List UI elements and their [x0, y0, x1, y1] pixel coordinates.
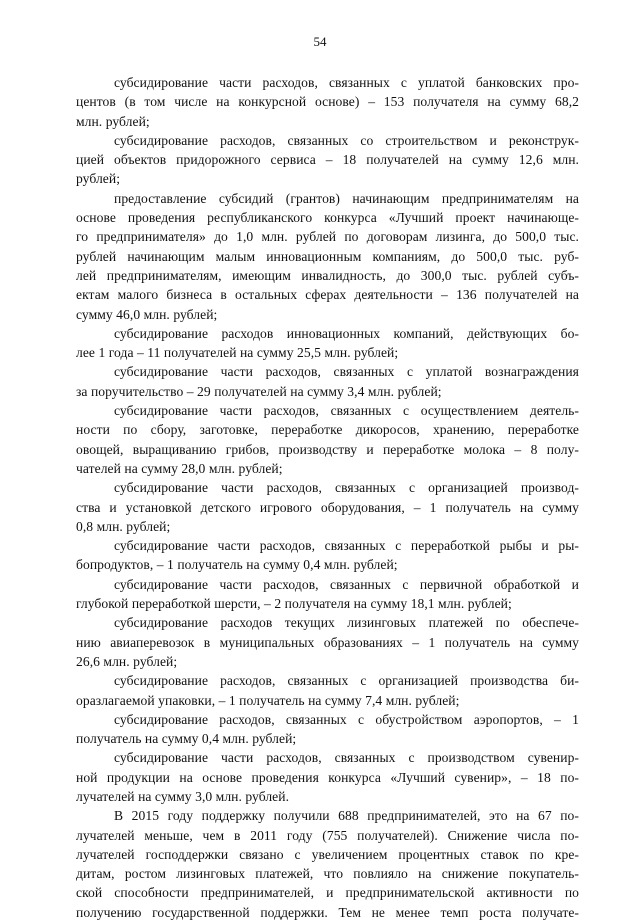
- text-line: рублей;: [76, 171, 121, 187]
- text-line: овощей, выращиванию грибов, производству и переработке молока – 8 полу-: [76, 441, 579, 457]
- text-line: субсидирование части расходов, связанных с переработкой рыбы и ры-: [114, 538, 579, 554]
- text-line: лее 1 года – 11 получателей на сумму 25,5 млн. рублей;: [76, 345, 399, 361]
- text-line: ной продукции на основе проведения конкурса «Лучший сувенир», – 18 по-: [76, 769, 579, 785]
- text-line: нию авиаперевозок в муниципальных образованиях – 1 получатель на сумму: [76, 634, 579, 650]
- text-line: субсидирование расходов, связанных со строительством и реконструк-: [114, 132, 579, 148]
- text-line: за поручительство – 29 получателей на сумму 3,4 млн. рублей;: [76, 383, 442, 399]
- text-line: рублей начинающим малым инновационным компаниям, до 500,0 тыс. руб-: [76, 248, 579, 264]
- text-line: В 2015 году поддержку получили 688 предпринимателей, это на 67 по-: [114, 808, 579, 824]
- text-line: ства и установкой детского игрового оборудования, – 1 получатель на сумму: [76, 499, 579, 515]
- text-line: получатель на сумму 0,4 млн. рублей;: [76, 731, 297, 747]
- text-line: сумму 46,0 млн. рублей;: [76, 306, 218, 322]
- text-line: лей предпринимателям, имеющим инвалидность, до 300,0 тыс. рублей субъ-: [76, 267, 579, 283]
- text-line: лучателей на сумму 3,0 млн. рублей.: [76, 788, 290, 804]
- text-line: дитам, ростом лизинговых платежей, что повлияло на снижение покупатель-: [76, 866, 579, 882]
- text-line: лучателей меньше, чем в 2011 году (755 получателей). Снижение числа по-: [76, 827, 579, 843]
- text-line: субсидирование расходов, связанных с организацией производства би-: [114, 673, 579, 689]
- text-line: 26,6 млн. рублей;: [76, 653, 178, 669]
- text-line: глубокой переработкой шерсти, – 2 получателя на сумму 18,1 млн. рублей;: [76, 596, 512, 612]
- text-line: основе проведения республиканского конкурса «Лучший проект начинающе-: [76, 210, 579, 226]
- text-line: млн. рублей;: [76, 113, 150, 129]
- text-line: субсидирование части расходов, связанных с осуществлением деятель-: [114, 403, 579, 419]
- page-number: 54: [313, 34, 327, 49]
- text-line: субсидирование части расходов, связанных с производством сувенир-: [114, 750, 579, 766]
- text-line: 0,8 млн. рублей;: [76, 518, 171, 534]
- text-line: центов (в том числе на конкурсной основе) – 153 получателя на сумму 68,2: [76, 94, 579, 110]
- text-line: субсидирование части расходов, связанных с уплатой вознаграждения: [114, 364, 579, 380]
- text-line: получению государственной поддержки. Тем не менее темп роста получате-: [76, 904, 579, 920]
- text-line: ектам малого бизнеса в остальных сферах деятельности – 136 получателей на: [76, 287, 579, 303]
- text-line: лучателей господдержки связано с увеличением процентных ставок по кре-: [76, 846, 579, 862]
- text-line: субсидирование части расходов, связанных с первичной обработкой и: [114, 576, 579, 592]
- text-line: субсидирование части расходов, связанных с организацией производ-: [114, 480, 579, 496]
- text-line: субсидирование расходов инновационных компаний, действующих бо-: [114, 325, 579, 341]
- text-line: субсидирование расходов текущих лизинговых платежей по обеспече-: [114, 615, 579, 631]
- text-line: предоставление субсидий (грантов) начинающим предпринимателям на: [114, 190, 579, 206]
- text-line: оразлагаемой упаковки, – 1 получатель на сумму 7,4 млн. рублей;: [76, 692, 460, 708]
- body-text: [76, 73, 579, 922]
- text-line: чателей на сумму 28,0 млн. рублей;: [76, 460, 283, 476]
- text-line: субсидирование расходов, связанных с обустройством аэропортов, – 1: [114, 711, 579, 727]
- text-line: ской способности предпринимателей, и предпринимательской активности по: [76, 885, 579, 901]
- text-line: ности по сбору, заготовке, переработке дикоросов, хранению, переработке: [76, 422, 579, 438]
- text-line: го предпринимателя» до 1,0 млн. рублей по договорам лизинга, до 500,0 тыс.: [76, 229, 579, 245]
- text-line: бопродуктов, – 1 получатель на сумму 0,4 млн. рублей;: [76, 557, 398, 573]
- text-line: субсидирование части расходов, связанных с уплатой банковских про-: [114, 75, 579, 90]
- text-line: цией объектов придорожного сервиса – 18 получателей на сумму 12,6 млн.: [76, 152, 579, 168]
